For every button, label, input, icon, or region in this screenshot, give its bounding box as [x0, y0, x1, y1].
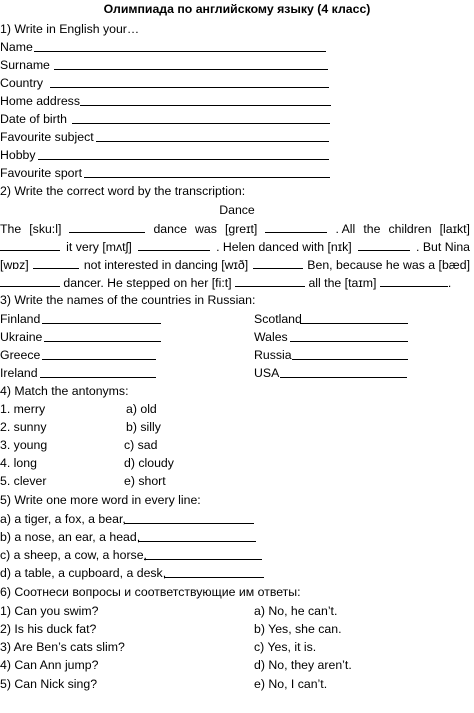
favourite-sport-label: Favourite sport — [0, 166, 83, 180]
word-line-blank[interactable] — [138, 541, 256, 542]
word-line-blank[interactable] — [164, 577, 264, 578]
favourite-subject-blank[interactable] — [96, 141, 329, 142]
surname-blank[interactable] — [54, 69, 328, 70]
task4-heading: 4) Match the antonyms: — [0, 384, 129, 398]
text-segment: not interested in dancing [wɪð] — [83, 258, 249, 272]
task1-heading: 1) Write in English your… — [0, 22, 140, 36]
answer-item: b) Yes, she can. — [254, 622, 342, 636]
answer-item: a) No, he can’t. — [254, 604, 338, 618]
answer-blank[interactable] — [138, 239, 210, 251]
antonym-left-item: 1. merry — [0, 402, 46, 416]
text-segment: [wɒz] — [0, 258, 29, 272]
text-segment: . — [447, 276, 452, 290]
text-segment: . But Nina — [416, 240, 470, 254]
answer-blank[interactable] — [235, 275, 305, 287]
antonym-left-item: 3. young — [0, 438, 48, 452]
question-item: 2) Is his duck fat? — [0, 622, 97, 636]
task2-heading: 2) Write the correct word by the transcription: — [0, 184, 246, 198]
answer-item: c) Yes, it is. — [254, 640, 317, 654]
home-address-label: Home address — [0, 94, 80, 108]
task6-heading: 6) Соотнеси вопросы и соответствующие им ответы: — [0, 585, 301, 599]
text-segment: . All — [335, 222, 356, 236]
finland-blank[interactable] — [42, 323, 161, 324]
text-segment: dance — [153, 222, 187, 236]
task2-line1 — [0, 221, 470, 237]
text-segment: Ben, because he was a [bæd] — [307, 258, 470, 272]
russia-blank[interactable] — [292, 359, 408, 360]
usa-blank[interactable] — [280, 377, 407, 378]
name-label: Name — [0, 40, 33, 54]
date-of-birth-label: Date of birth — [0, 112, 67, 126]
answer-blank[interactable] — [380, 275, 448, 287]
task5-heading: 5) Write one more word in every line: — [0, 493, 201, 507]
word-line: c) a sheep, a cow, a horse, — [0, 548, 147, 562]
text-segment: all the [taɪm] — [308, 276, 377, 290]
answer-blank[interactable] — [358, 239, 410, 251]
date-of-birth-blank[interactable] — [72, 123, 330, 124]
country-ireland: Ireland — [0, 366, 38, 380]
question-item: 5) Can Nick sing? — [0, 677, 98, 691]
favourite-subject-label: Favourite subject — [0, 130, 94, 144]
answer-blank[interactable] — [265, 221, 327, 233]
text-segment: it very [mʌtʃ] — [66, 240, 132, 254]
word-line: d) a table, a cupboard, a desk, — [0, 566, 167, 580]
antonym-left-item: 5. clever — [0, 474, 47, 488]
ukraine-blank[interactable] — [44, 341, 161, 342]
text-segment: [laɪkt] — [439, 222, 470, 236]
task2-line3 — [0, 257, 470, 273]
hobby-blank[interactable] — [38, 159, 329, 160]
answer-item: e) No, I can’t. — [254, 677, 328, 691]
text-segment: . Helen danced with [nɪk] — [216, 240, 352, 254]
antonym-left-item: 4. long — [0, 456, 37, 470]
task2-word: Dance — [219, 203, 255, 217]
answer-blank[interactable] — [69, 221, 145, 233]
word-line-blank[interactable] — [144, 559, 262, 560]
word-line-blank[interactable] — [124, 523, 254, 524]
country-russia: Russia — [254, 348, 292, 362]
country-label: Country — [0, 76, 44, 90]
text-segment: dancer. He stepped on her [fi:t] — [63, 276, 232, 290]
text-segment: children — [388, 222, 432, 236]
country-scotland: Scotland — [254, 312, 302, 326]
question-item: 1) Can you swim? — [0, 604, 99, 618]
scotland-blank[interactable] — [300, 323, 408, 324]
surname-label: Surname — [0, 58, 50, 72]
country-wales: Wales — [254, 330, 288, 344]
antonym-right-item: a) old — [126, 402, 157, 416]
answer-item: d) No, they aren’t. — [254, 658, 352, 672]
answer-blank[interactable] — [33, 257, 79, 269]
home-address-blank[interactable] — [80, 105, 331, 106]
answer-blank[interactable] — [0, 275, 60, 287]
word-line: a) a tiger, a fox, a bear, — [0, 512, 126, 526]
task3-heading: 3) Write the names of the countries in Russian: — [0, 293, 256, 307]
text-segment: the — [363, 222, 381, 236]
country-usa: USA — [254, 366, 280, 380]
worksheet-title: Олимпиада по английскому языку (4 класс) — [103, 2, 371, 16]
country-ukraine: Ukraine — [0, 330, 43, 344]
favourite-sport-blank[interactable] — [84, 177, 330, 178]
question-item: 4) Can Ann jump? — [0, 658, 99, 672]
antonym-right-item: c) sad — [124, 438, 158, 452]
hobby-label: Hobby — [0, 148, 36, 162]
antonym-right-item: d) cloudy — [124, 456, 174, 470]
question-item: 3) Are Ben’s cats slim? — [0, 640, 125, 654]
antonym-right-item: b) silly — [126, 420, 161, 434]
antonym-right-item: e) short — [124, 474, 166, 488]
text-segment: [sku:l] — [29, 222, 62, 236]
wales-blank[interactable] — [290, 341, 408, 342]
country-finland: Finland — [0, 312, 41, 326]
answer-blank[interactable] — [253, 257, 303, 269]
country-greece: Greece — [0, 348, 41, 362]
text-segment: The — [0, 222, 22, 236]
task2-line4 — [0, 275, 451, 291]
greece-blank[interactable] — [42, 359, 156, 360]
country-blank[interactable] — [50, 87, 329, 88]
text-segment: was — [195, 222, 217, 236]
task2-line2 — [0, 239, 470, 255]
name-blank[interactable] — [34, 51, 326, 52]
ireland-blank[interactable] — [40, 377, 156, 378]
text-segment: [greɪt] — [224, 222, 258, 236]
word-line: b) a nose, an ear, a head, — [0, 530, 141, 544]
antonym-left-item: 2. sunny — [0, 420, 47, 434]
answer-blank[interactable] — [0, 239, 60, 251]
